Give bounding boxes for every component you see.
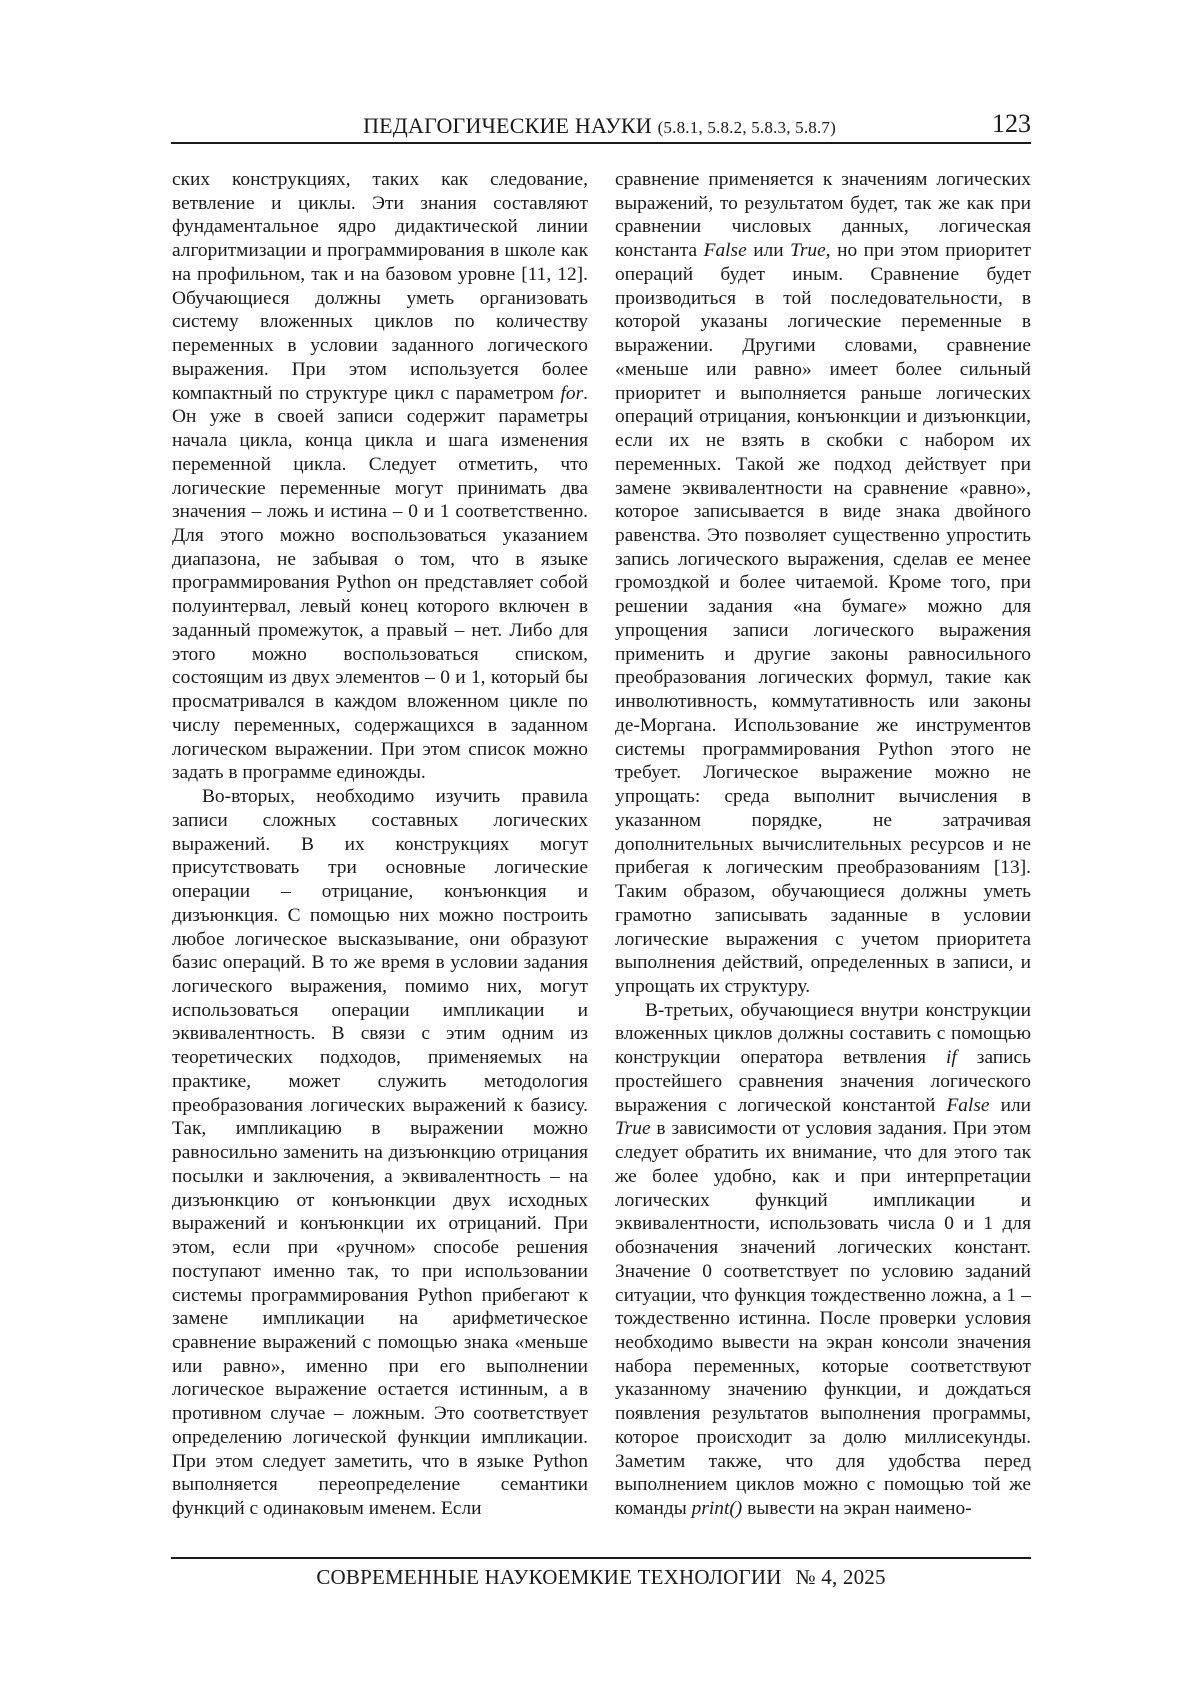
keyword-true: True: [790, 240, 826, 262]
left-paragraph-2: Во-вторых, необходимо изучить правила записи сложных составных логических выражений. В их конструкциях могут присутствовать три основные логические операции – отрицание, конъюнкция и дизъюнкция. С помощью них можно построить любое логическое высказывание, они образуют базис операций. В то же время в условии задания логического выражения, помимо них, могут использоваться операции импликации и эквивалентность. В связи с этим одним из теоретических подходов, применяемых на практике, может служить методология преобразования логических выражений к базису. Так, импликацию в выражении можно равносильно заменить на дизъюнкцию отрицания посылки и заключения, а эквивалентность – на дизъюнкцию от конъюнкции двух исходных выражений и конъюнкции их отрицаний. При этом, если при «ручном» способе решения поступают именно так, то при использовании системы программирования Python прибегают к замене импликации на арифметическое сравнение выражений с помощью знака «меньше или равно», именно при его выполнении логическое выражение остается истинным, а в противном случае – ложным. Это соответствует определению логической функции импликации. При этом следует заметить, что в языке Python выполняется переопределение семантики функций с одинаковым именем. Если: [172, 786, 588, 1520]
left-paragraph-1: ских конструкциях, таких как следование, ветвление и циклы. Эти знания составляют фундаментальное ядро дидактической линии алгоритмизации и программирования в школе как на профильном, так и на базовом уровне [11, 12]. Обучающиеся должны уметь организовать систему вложенных циклов по количеству переменных в условии заданного логического выражения. При этом используется более компактный по структуре цикл с параметром for. Он уже в своей записи содержит параметры начала цикла, конца цикла и шага изменения переменной цикла. Следует отметить, что логические переменные могут принимать два значения – ложь и истина – 0 и 1 соответственно. Для этого можно воспользоваться указанием диапазона, не забывая о том, что в языке программирования Python он представляет собой полуинтервал, левый конец которого включен в заданный промежуток, а правый – нет. Либо для этого можно воспользоваться списком, состоящим из двух элементов – 0 и 1, который бы просматривался в каждом вложенном цикле по числу переменных, содержащихся в заданном логическом выражении. При этом список можно задать в программе единожды.: [172, 169, 588, 784]
section-codes: (5.8.1, 5.8.2, 5.8.3, 5.8.7): [657, 118, 836, 137]
journal-issue: № 4, 2025: [795, 1565, 886, 1589]
right-paragraph-1: сравнение применяется к значениям логических выражений, то результатом будет, так же как при сравнении числовых данных, логическая константа False или True, но при этом приоритет операций будет иным. Сравнение будет производиться в той последовательности, в которой указаны логические переменные в выражении. Другими словами, сравнение «меньше или равно» имеет более сильный приоритет и выполняется раньше логических операций отрицания, конъюнкции и дизъюнкции, если их не взять в скобки с набором их переменных. Такой же подход действует при замене эквивалентности на сравнение «равно», которое записывается в виде знака двойного равенства. Это позволяет существенно упростить запись логического выражения, сделав ее менее громоздкой и более читаемой. Кроме того, при решении задания «на бумаге» можно для упрощения записи логического выражения применить и другие законы равносильного преобразования логических формул, такие как инволютивность, коммутативность или законы де-Моргана. Использование же инструментов системы программирования Python этого не требует. Логическое выражение можно не упрощать: среда выполнит вычисления в указанном порядке, не затрачивая дополнительных вычислительных ресурсов и не прибегая к логическим преобразованиям [13]. Таким образом, обучающиеся должны уметь грамотно записывать заданные в условии логические выражения с учетом приоритета выполнения действий, определенных в записи, и упрощать их структуру.: [615, 169, 1031, 997]
keyword-for: for: [560, 382, 584, 404]
page-number: 123: [992, 109, 1031, 138]
running-footer: [171, 1557, 1031, 1590]
keyword-false: False: [703, 240, 747, 262]
keyword-if: if: [946, 1047, 957, 1069]
journal-title: СОВРЕМЕННЫЕ НАУКОЕМКИЕ ТЕХНОЛОГИИ: [316, 1565, 782, 1589]
keyword-print: print(): [691, 1498, 743, 1520]
running-header: [171, 108, 1031, 144]
keyword-false: False: [946, 1094, 990, 1116]
left-column: [172, 168, 588, 1521]
running-title: [363, 113, 836, 139]
right-paragraph-2: В-третьих, обучающиеся внутри конструкции вложенных циклов должны составить с помощью конструкции оператора ветвления if запись простейшего сравнения значения логического выражения с логической константой False или True в зависимости от условия задания. При этом следует обратить их внимание, что для этого так же более удобно, как и при интерпретации логических функций импликации и эквивалентности, использовать числа 0 и 1 для обозначения значений логических констант. Значение 0 соответствует по условию заданий ситуации, что функция тождественно ложна, а 1 – тождественно истинна. После проверки условия необходимо вывести на экран консоли значения набора переменных, которые соответствуют указанному значению функции, и дождаться появления результатов выполнения программы, которое происходит за долю миллисекунды. Заметим также, что для удобства перед выполнением циклов можно с помощью той же команды print() вывести на экран наимено-: [615, 999, 1031, 1520]
keyword-true: True: [615, 1118, 651, 1140]
section-title: ПЕДАГОГИЧЕСКИЕ НАУКИ: [363, 113, 652, 138]
right-column: [615, 168, 1031, 1521]
